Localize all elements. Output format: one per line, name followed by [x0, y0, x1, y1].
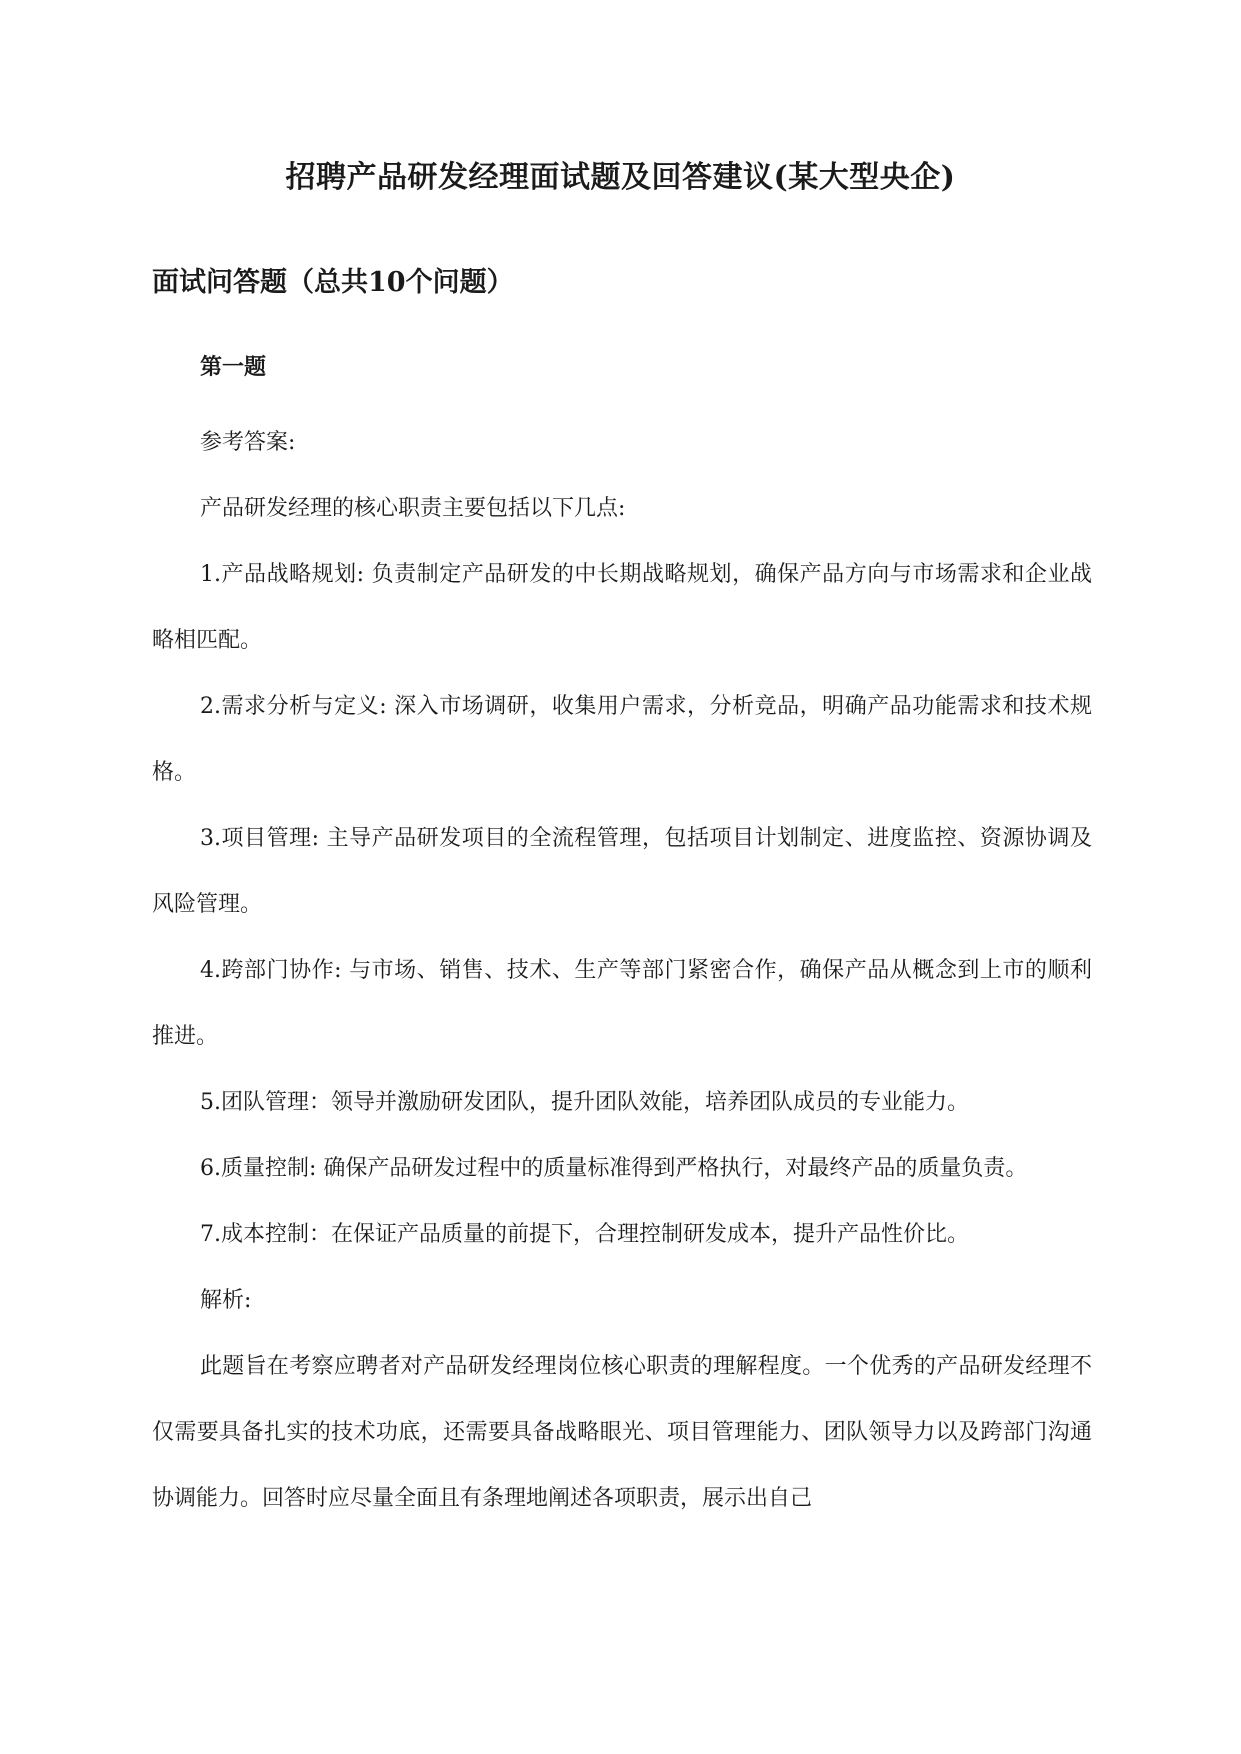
answer-item: 3.项目管理: 主导产品研发项目的全流程管理，包括项目计划制定、进度监控、资源协调及风险管理。 [152, 826, 1092, 917]
question-heading: 第一题 [200, 354, 267, 380]
answer-item: 4.跨部门协作: 与市场、销售、技术、生产等部门紧密合作，确保产品从概念到上市的顺利推进。 [152, 958, 1092, 1049]
answer-item: 5.团队管理：领导并激励研发团队，提升团队效能，培养团队成员的专业能力。 [200, 1090, 969, 1115]
answer-item: 7.成本控制：在保证产品质量的前提下，合理控制研发成本，提升产品性价比。 [200, 1222, 969, 1247]
document-title: 招聘产品研发经理面试题及回答建议(某大型央企) [285, 160, 956, 195]
answer-intro: 产品研发经理的核心职责主要包括以下几点: [200, 496, 626, 521]
answer-item: 1.产品战略规划: 负责制定产品研发的中长期战略规划，确保产品方向与市场需求和企业战略相匹配。 [152, 562, 1092, 653]
analysis-label: 解析: [200, 1288, 252, 1313]
answer-item: 6.质量控制: 确保产品研发过程中的质量标准得到严格执行，对最终产品的质量负责。 [200, 1156, 1028, 1181]
analysis-text: 此题旨在考察应聘者对产品研发经理岗位核心职责的理解程度。一个优秀的产品研发经理不仅需要具备扎实的技术功底，还需要具备战略眼光、项目管理能力、团队领导力以及跨部门沟通协调能力。回答时应尽量全面且有条理地阐述各项职责，展示出自己 [152, 1354, 1092, 1511]
answer-item: 2.需求分析与定义: 深入市场调研，收集用户需求，分析竞品，明确产品功能需求和技术规格。 [152, 694, 1092, 785]
question-block [152, 346, 1092, 1532]
answer-label: 参考答案: [200, 430, 296, 455]
section-heading: 面试问答题（总共10个问题） [152, 267, 514, 298]
